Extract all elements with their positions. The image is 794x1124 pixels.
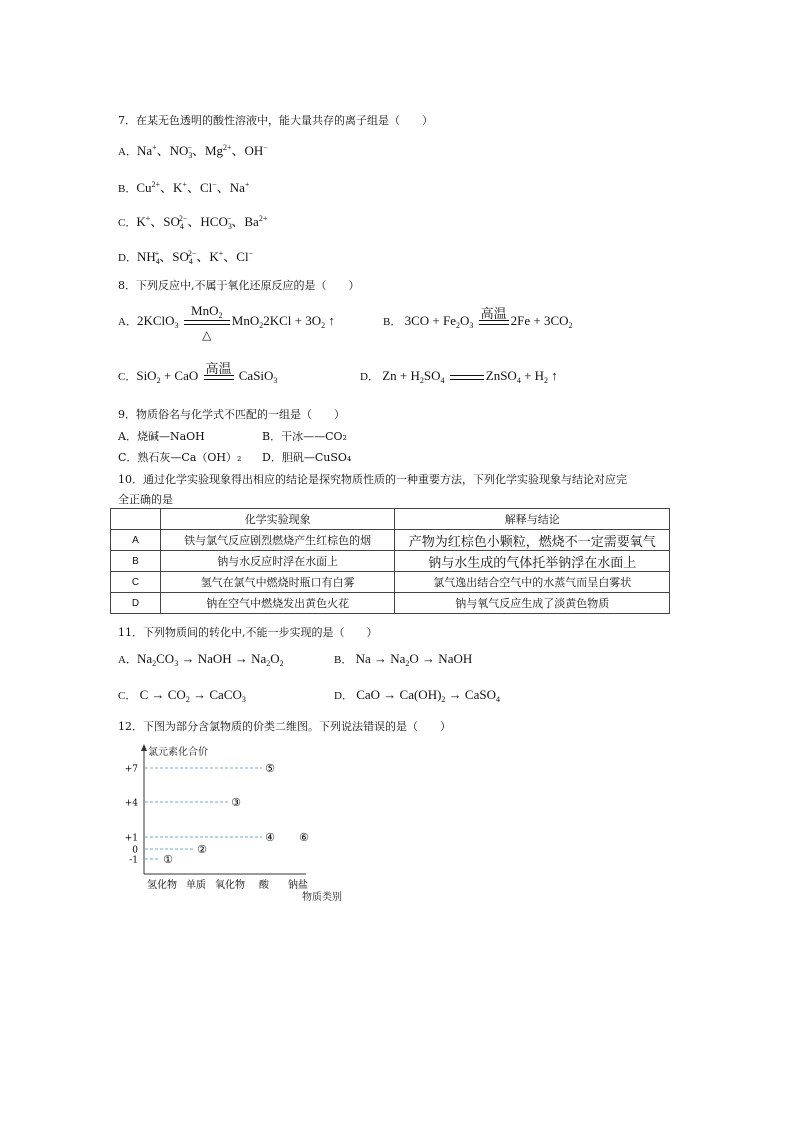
table-header-row (111, 509, 670, 530)
q8-option-c[interactable]: C．SiO$_2$ + CaO 高温 CaSiO$_3$ (118, 368, 277, 384)
y-tick-label: +4 (124, 798, 138, 809)
row-conclusion: 钠与氧气反应生成了淡黄色物质 (395, 593, 670, 614)
q9-option-c[interactable]: C．熟石灰—Ca（OH）₂ (118, 451, 242, 464)
table-header: 解释与结论 (395, 509, 670, 530)
q11-stem: 11．下列物质间的转化中,不能一步实现的是（ ） (118, 626, 378, 639)
q7-option-d[interactable]: D．$NH_4^+$、$SO_4^{2-}$、K+、Cl− (118, 249, 254, 266)
row-phenomenon: 氢气在氯气中燃烧时瓶口有白雾 (160, 572, 395, 593)
y-tick-label: -1 (129, 855, 138, 866)
row-label: C (111, 572, 161, 593)
q8-a-catalyst: MnO$_2$ (191, 303, 223, 321)
row-label: B (111, 551, 161, 572)
table-header (111, 509, 161, 530)
q9-option-b[interactable]: B．干冰——CO₂ (262, 430, 347, 443)
valence-class-chart (120, 738, 360, 908)
q9-option-a[interactable]: A．烧碱—NaOH (118, 430, 205, 443)
q11-option-c[interactable]: C． $C \to CO_2$ → CaCO$_3$ (118, 687, 246, 704)
y-axis-arrow (141, 744, 147, 751)
q11-option-c-label: C． (118, 690, 137, 702)
row-phenomenon: 铁与氯气反应剧烈燃烧产生红棕色的烟 (160, 530, 395, 551)
q8-option-b-label: B． (383, 316, 402, 328)
x-tick-label: 酸 (259, 880, 269, 891)
q8-option-b[interactable]: B． $3CO + Fe_2O_3$ 高温 $2Fe + 3CO_2$ (383, 313, 573, 329)
q8-option-d-label: D． (360, 371, 379, 383)
y-tick-label: +7 (124, 764, 138, 775)
row-conclusion: 钠与水生成的气体托举钠浮在水面上 (395, 551, 670, 572)
q7-option-d-label: D． (118, 252, 137, 264)
q7-option-c-label: C． (118, 217, 137, 229)
point-marker: ③ (231, 796, 241, 809)
q7-option-c[interactable]: C．K+、$SO_4^{2-}$、$HCO_3^-$、$Ba^{2+}$ (118, 214, 268, 231)
row-conclusion: 产物为红棕色小颗粒，燃烧不一定需要氧气 (395, 530, 670, 551)
table-row (111, 530, 670, 551)
x-tick-label: 钠盐 (288, 880, 308, 891)
y-axis-label: 氯元素化合价 (148, 747, 208, 758)
q11-option-a[interactable]: A．$Na_2CO_3$ → NaOH → $Na_2O_2$ (118, 651, 284, 668)
q8-option-d[interactable]: D． $Zn + H_2SO_4$ ZnSO$_4$ + $H_2$ ↑ (360, 368, 558, 385)
point-marker: ⑥ (299, 831, 309, 844)
q8-a-heat: △ (202, 328, 212, 343)
q7-option-b-label: B． (118, 183, 137, 195)
row-label: D (111, 593, 161, 614)
q7-option-a-label: A． (118, 146, 137, 158)
q9-stem: 9．物质俗名与化学式不匹配的一组是（ ） (118, 408, 345, 421)
x-tick-label: 氧化物 (215, 880, 245, 891)
q8-c-condition: 高温 (205, 361, 232, 377)
x-tick-label: 单质 (186, 880, 206, 891)
point-marker: ⑤ (265, 762, 275, 775)
table-row (111, 572, 670, 593)
q10-table (110, 508, 670, 614)
q7-option-a[interactable]: A．Na+、$NO_3^-$、$Mg^{2+}$、OH− (118, 143, 268, 160)
table-header: 化学实验现象 (160, 509, 395, 530)
q12-stem: 12．下图为部分含氯物质的价类二维图。下列说法错误的是（ ） (118, 720, 451, 733)
q8-b-condition: 高温 (480, 306, 507, 322)
x-tick-label: 氢化物 (147, 880, 177, 891)
q10-stem-line1: 10．通过化学实验现象得出相应的结论是探究物质性质的一种重要方法，下列化学实验现象与结论对应完 (118, 473, 627, 486)
table-row (111, 551, 670, 572)
y-tick-label: +1 (124, 833, 138, 844)
q11-option-a-label: A． (118, 654, 137, 666)
q11-option-d[interactable]: D． CaO → $Ca(OH)_2$ → CaSO$_4$ (334, 687, 500, 704)
q8-option-a[interactable]: A．2KClO$_3$ MnO$_2$ △ $MnO_22KCl + 3O_2$ ↑ (118, 303, 335, 343)
row-phenomenon: 钠在空气中燃烧发出黄色火花 (160, 593, 395, 614)
q9-option-d[interactable]: D．胆矾—CuSO₄ (262, 451, 352, 464)
q8-stem: 8．下列反应中,不属于氧化还原反应的是（ ） (118, 279, 360, 292)
point-marker: ① (163, 853, 173, 866)
q7-stem: 7．在某无色透明的酸性溶液中，能大量共存的离子组是（ ） (118, 114, 433, 127)
q11-option-b-label: B． (334, 654, 353, 666)
q8-option-a-label: A． (118, 316, 137, 328)
q8-option-c-label: C． (118, 371, 137, 383)
q7-option-b[interactable]: B．$Cu^{2+}$、K+、Cl−、Na+ (118, 180, 250, 195)
point-marker: ④ (265, 831, 275, 844)
table-row (111, 593, 670, 614)
row-label: A (111, 530, 161, 551)
q11-option-d-label: D． (334, 690, 353, 702)
q10-stem-line2: 全正确的是 (118, 493, 173, 506)
point-marker: ② (197, 843, 207, 856)
q11-option-b[interactable]: B． $Na \to Na_2O$ → NaOH (334, 651, 473, 668)
x-axis-label: 物质类别 (302, 892, 342, 903)
row-conclusion: 氯气逸出结合空气中的水蒸气而呈白雾状 (395, 572, 670, 593)
row-phenomenon: 钠与水反应时浮在水面上 (160, 551, 395, 572)
y-tick-label: 0 (132, 845, 138, 856)
